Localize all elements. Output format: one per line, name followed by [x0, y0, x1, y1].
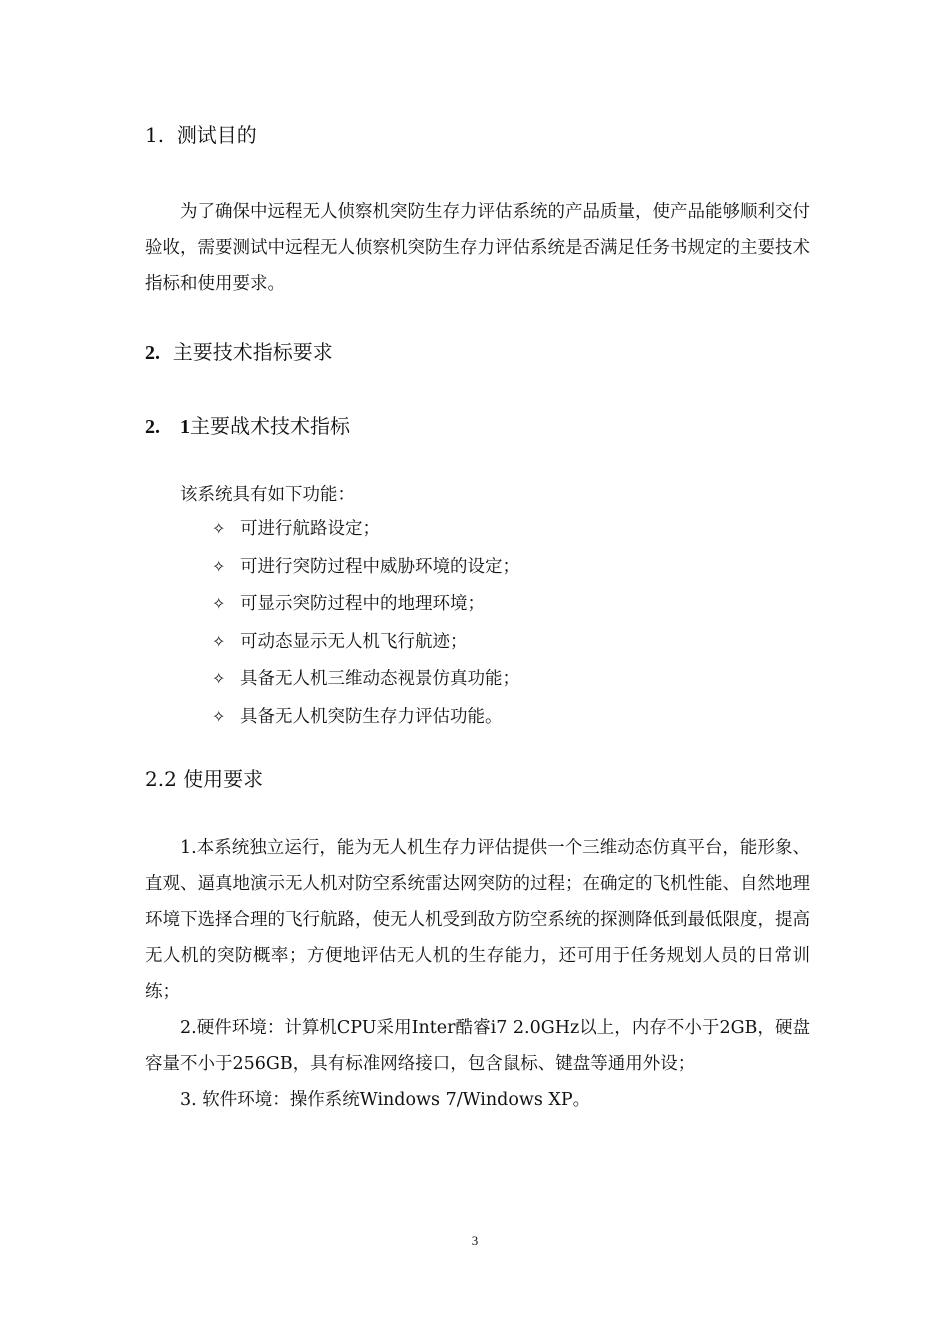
section-2-1-number-b: 1 — [180, 416, 190, 438]
section-2-2-paragraph-3: 3. 软件环境：操作系统Windows 7/Windows XP。 — [180, 1090, 591, 1110]
section-2-2-paragraph-2: 2.硬件环境：计算机CPU采用Inter酷睿i7 2.0GHz以上，内存不小于2GB，硬盘容量不小于256GB，具有标准网络接口，包含鼠标、键盘等通用外设； — [145, 1018, 810, 1074]
list-item-text: 具备无人机三维动态视景仿真功能； — [240, 669, 520, 689]
section-2-2-heading — [145, 765, 263, 793]
section-2-number: 2. — [145, 342, 160, 364]
section-1-title: 测试目的 — [176, 123, 257, 147]
section-2-2-paragraph-1: 1.本系统独立运行，能为无人机生存力评估提供一个三维动态仿真平台，能形象、直观、逼真地演示无人机对防空系统雷达网突防的过程；在确定的飞机性能、自然地理环境下选择合理的飞行航路，使无人机受到敌方防空系统的探测降低到最低限度，提高无人机的突防概率；方便地评估无人机的生存能力，还可用于任务规划人员的日常训练； — [145, 838, 810, 1002]
list-item — [212, 628, 520, 666]
list-item — [212, 515, 520, 553]
diamond-star-icon: ✧ — [212, 556, 226, 576]
diamond-star-icon: ✧ — [212, 519, 226, 538]
list-item — [212, 590, 520, 628]
list-item-text: 具备无人机突防生存力评估功能。 — [240, 706, 503, 727]
section-2-1-title: 主要战术技术指标 — [190, 414, 350, 438]
diamond-star-icon: ✧ — [212, 706, 226, 726]
list-item-text: 可进行航路设定； — [240, 519, 380, 539]
section-2-heading — [145, 338, 333, 367]
section-1-heading — [145, 121, 257, 149]
section-2-1-heading — [145, 412, 350, 441]
section-2-1-number: 2. — [145, 416, 160, 438]
section-2-1-intro: 该系统具有如下功能： — [180, 485, 355, 505]
list-item-text: 可显示突防过程中的地理环境； — [240, 594, 485, 614]
list-item — [212, 665, 520, 703]
section-2-2-title: 使用要求 — [183, 767, 264, 791]
function-list — [212, 515, 520, 740]
diamond-star-icon: ✧ — [212, 669, 226, 688]
section-1-number: 1. — [145, 123, 165, 147]
section-2-2-number: 2.2 — [145, 767, 177, 791]
diamond-star-icon: ✧ — [212, 631, 226, 651]
page-number: 3 — [471, 1233, 479, 1248]
list-item-text: 可动态显示无人机飞行航迹； — [240, 631, 468, 652]
section-2-title: 主要技术指标要求 — [172, 340, 333, 364]
list-item-text: 可进行突防过程中威胁环境的设定； — [240, 556, 520, 577]
section-1-body: 为了确保中远程无人侦察机突防生存力评估系统的产品质量，使产品能够顺利交付验收，需要测试中远程无人侦察机突防生存力评估系统是否满足任务书规定的主要技术指标和使用要求。 — [145, 202, 810, 294]
list-item — [212, 703, 520, 741]
diamond-star-icon: ✧ — [212, 594, 226, 613]
list-item — [212, 553, 520, 591]
